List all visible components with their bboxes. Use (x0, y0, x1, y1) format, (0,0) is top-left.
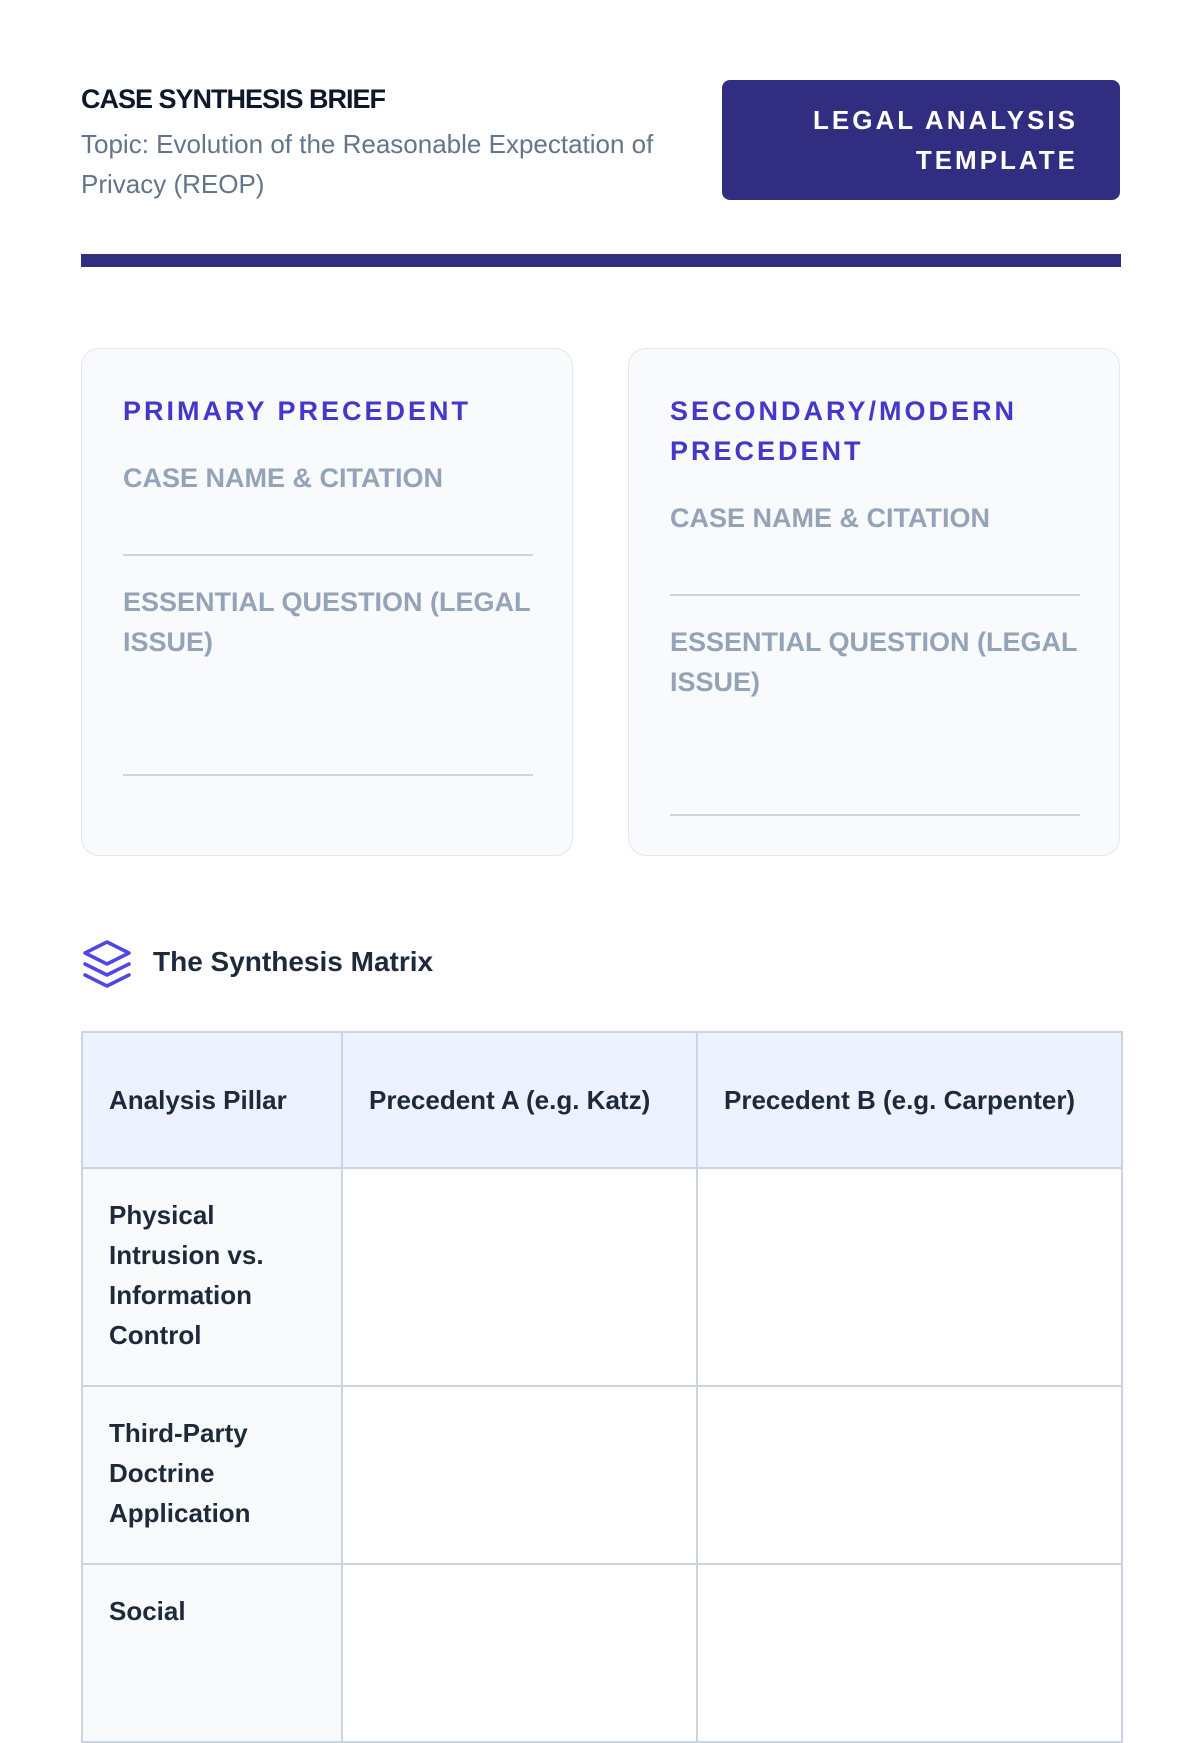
primary-precedent-title: PRIMARY PRECEDENT (123, 396, 472, 426)
primary-case-name-line[interactable] (123, 554, 533, 556)
column-header-precedent-a: Precedent A (e.g. Katz) (342, 1032, 697, 1168)
table-header-row (82, 1032, 1122, 1168)
secondary-precedent-card (628, 348, 1120, 856)
pillar-cell: Third-Party Doctrine Application (82, 1386, 342, 1564)
precedent-b-cell[interactable] (697, 1564, 1122, 1742)
primary-essential-question-label: ESSENTIAL QUESTION (LEGAL ISSUE) (123, 587, 531, 657)
primary-essential-question-line[interactable] (123, 774, 533, 776)
pillar-cell: Social (82, 1564, 342, 1742)
table-row (82, 1564, 1122, 1742)
column-header-analysis-pillar: Analysis Pillar (82, 1032, 342, 1168)
precedent-a-cell[interactable] (342, 1564, 697, 1742)
document-title: CASE SYNTHESIS BRIEF (81, 84, 386, 114)
secondary-precedent-title: SECONDARY/MODERN PRECEDENT (670, 396, 1018, 466)
precedent-b-cell[interactable] (697, 1386, 1122, 1564)
precedent-a-cell[interactable] (342, 1386, 697, 1564)
precedent-b-cell[interactable] (697, 1168, 1122, 1386)
column-header-precedent-b: Precedent B (e.g. Carpenter) (697, 1032, 1122, 1168)
primary-precedent-card (81, 348, 573, 856)
template-badge-line2: TEMPLATE (915, 145, 1078, 175)
pillar-cell: Physical Intrusion vs. Information Control (82, 1168, 342, 1386)
secondary-essential-question-line[interactable] (670, 814, 1080, 816)
precedent-a-cell[interactable] (342, 1168, 697, 1386)
synthesis-matrix-table (81, 1031, 1123, 1743)
secondary-case-name-label: CASE NAME & CITATION (670, 503, 990, 533)
template-badge (722, 80, 1120, 200)
header-divider (81, 254, 1121, 267)
layers-icon (81, 938, 133, 990)
synthesis-matrix-heading (81, 938, 681, 990)
synthesis-matrix-title: The Synthesis Matrix (153, 946, 434, 977)
secondary-essential-question-label: ESSENTIAL QUESTION (LEGAL ISSUE) (670, 627, 1078, 697)
document-topic: Topic: Evolution of the Reasonable Expectation of Privacy (REOP) (81, 129, 654, 199)
table-row (82, 1168, 1122, 1386)
primary-case-name-label: CASE NAME & CITATION (123, 463, 443, 493)
document-header (81, 80, 1121, 200)
secondary-case-name-line[interactable] (670, 594, 1080, 596)
template-badge-line1: LEGAL ANALYSIS (813, 105, 1078, 135)
table-row (82, 1386, 1122, 1564)
